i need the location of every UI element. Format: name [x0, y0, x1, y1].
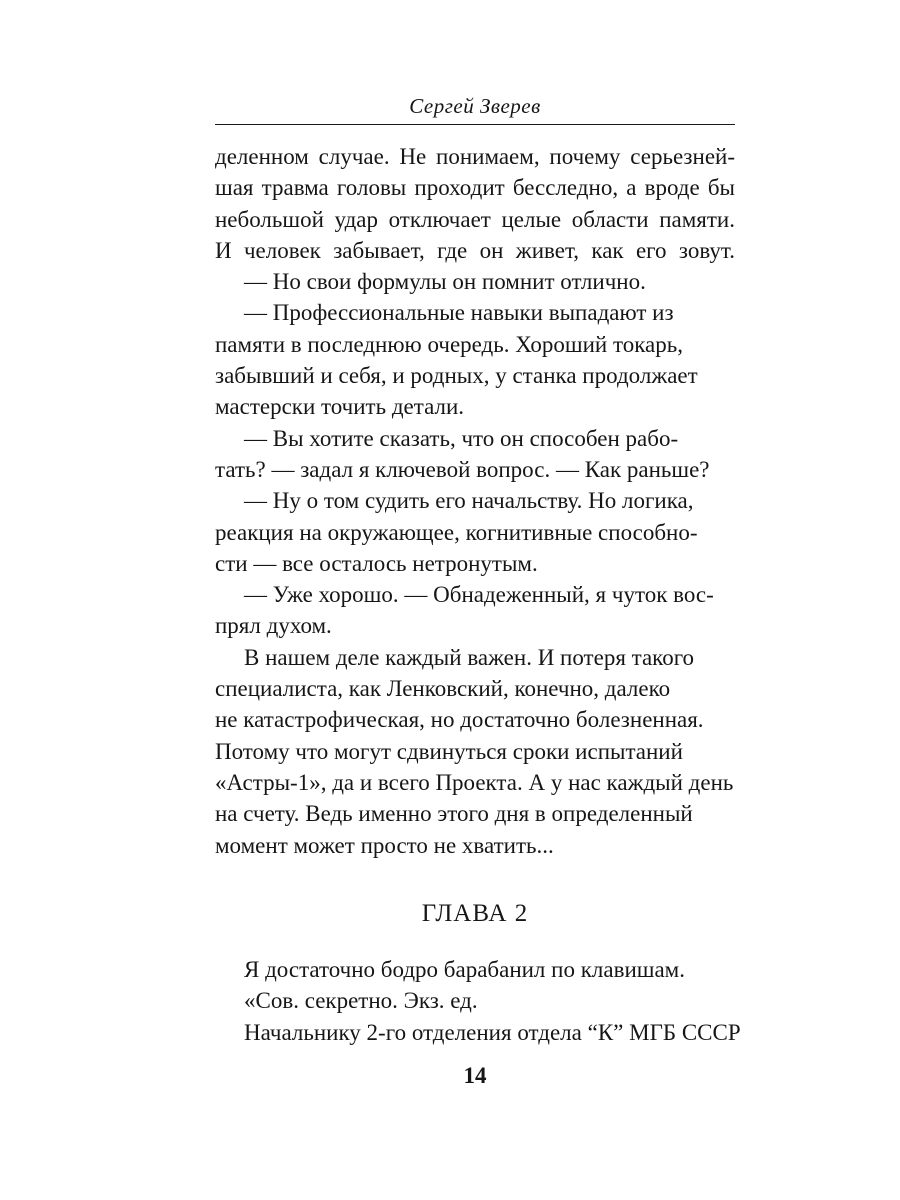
- letter-text: [215, 954, 741, 1048]
- paragraph-dialogue: [215, 297, 735, 422]
- text-line: — Вы хотите сказать, что он способен рабо-: [244, 425, 679, 451]
- text-line: шая травма головы проходит бесследно, а вроде бы: [215, 175, 735, 201]
- paragraph-dialogue: [215, 579, 735, 642]
- text-line: не катастрофическая, но достаточно болезненная.: [215, 707, 704, 733]
- text-line: небольшой удар отключает целые области памяти.: [215, 206, 735, 232]
- text-line: В нашем деле каждый важен. И потеря такого: [244, 644, 695, 670]
- text-line: специалиста, как Ленковский, конечно, далеко: [215, 676, 671, 702]
- text-line: момент может просто не хватить...: [215, 832, 554, 858]
- paragraph-dialogue: [215, 485, 735, 579]
- text-line: Я достаточно бодро барабанил по клавишам.: [244, 957, 685, 982]
- text-line: — Профессиональные навыки выпадают из: [244, 300, 674, 326]
- text-line: — Уже хорошо. — Обнадеженный, я чуток вос-: [244, 582, 714, 608]
- text-line: Потому что могут сдвинуться сроки испытаний: [215, 738, 683, 764]
- paragraph-dialogue: [215, 266, 735, 297]
- chapter-title: ГЛАВА 2: [421, 900, 529, 927]
- paragraph-dialogue: [215, 423, 735, 486]
- running-header-author: Сергей Зверев: [409, 94, 541, 118]
- text-line: сти — все осталось нетронутым.: [215, 550, 538, 576]
- text-line: Начальнику 2-го отделения отдела “К” МГБ СССР: [244, 1019, 741, 1045]
- text-line: прял духом.: [215, 613, 332, 639]
- paragraph-narrative: [215, 642, 735, 861]
- text-line: тать? — задал я ключевой вопрос. — Как раньше?: [215, 456, 710, 482]
- text-line: — Но свои формулы он помнит отлично.: [244, 269, 646, 295]
- text-line: на счету. Ведь именно этого дня в определенный: [215, 801, 693, 827]
- text-line: деленном случае. Не понимаем, почему серьезней-: [215, 144, 735, 169]
- text-line: памяти в последнюю очередь. Хороший токарь,: [215, 331, 684, 357]
- header-rule: [215, 124, 735, 125]
- text-line: мастерски точить детали.: [215, 394, 465, 420]
- text-line: «Астры-1», да и всего Проекта. А у нас каждый день: [215, 769, 734, 795]
- page-number: 14: [463, 1063, 487, 1088]
- text-line: И человек забывает, где он живет, как его зовут.: [215, 237, 735, 263]
- body-text: [215, 141, 735, 861]
- text-line: — Ну о том судить его начальству. Но логика,: [244, 488, 694, 514]
- paragraph-continuation: [215, 141, 735, 266]
- text-line: «Сов. секретно. Экз. ед.: [244, 988, 478, 1014]
- text-line: забывший и себя, и родных, у станка продолжает: [215, 363, 698, 389]
- text-line: реакция на окружающее, когнитивные способно-: [215, 519, 698, 545]
